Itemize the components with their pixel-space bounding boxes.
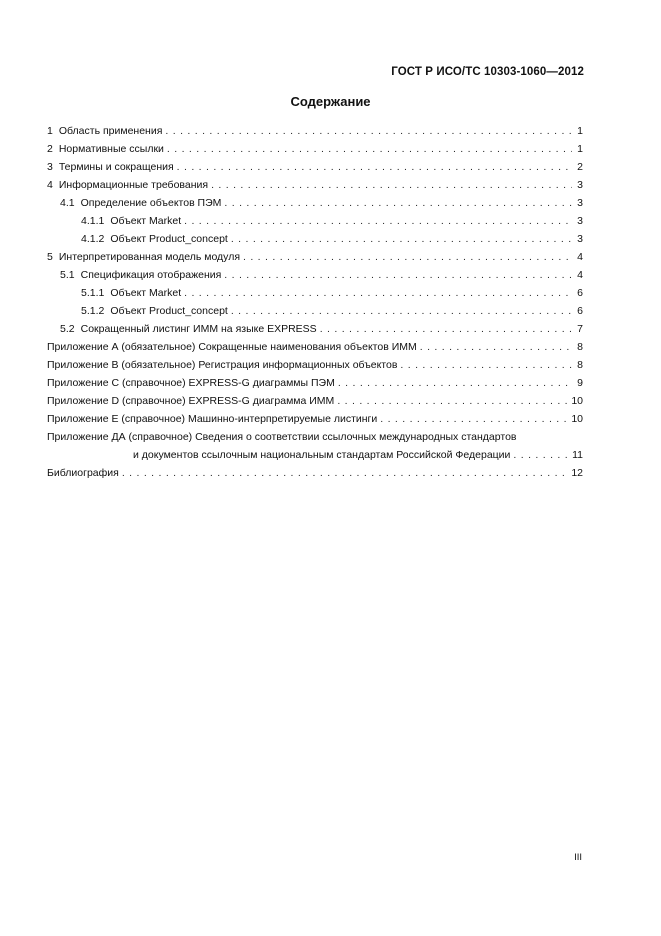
toc-entry-title: Приложение В (обязательное) Регистрация информационных объектов [47, 359, 398, 371]
toc-entry-appendix-a[interactable] [47, 338, 583, 356]
toc-entry-page: 10 [571, 395, 583, 407]
toc-entry-page: 11 [572, 449, 583, 461]
toc-entry-4[interactable] [47, 176, 583, 194]
toc-entry-page: 8 [577, 341, 583, 353]
toc-leader-dots [224, 194, 572, 212]
toc-leader-dots [400, 356, 572, 374]
toc-entry-title-continuation-row [47, 446, 583, 464]
toc-entry-5-1-2[interactable] [47, 302, 583, 320]
toc-entry-page: 6 [577, 305, 583, 317]
toc-leader-dots [513, 446, 569, 464]
toc-leader-dots [420, 338, 572, 356]
toc-entry-1[interactable] [47, 122, 583, 140]
toc-entry-title: Объект Market [110, 215, 182, 227]
toc-entry-5-2[interactable] [47, 320, 583, 338]
toc-entry-title: Объект Product_concept [110, 305, 228, 317]
toc-entry-number: 5.1.2 [81, 305, 105, 317]
toc-leader-dots [165, 122, 572, 140]
toc-entry-title-continuation: и документов ссылочным национальным стандартам Российской Федерации [133, 449, 511, 461]
table-of-contents [47, 122, 583, 482]
toc-entry-title: Термины и сокращения [58, 161, 174, 173]
toc-entry-appendix-da[interactable] [47, 428, 583, 464]
toc-entry-4-1-1[interactable] [47, 212, 583, 230]
toc-entry-2[interactable] [47, 140, 583, 158]
toc-entry-page: 1 [577, 125, 583, 137]
toc-entry-page: 4 [577, 269, 583, 281]
toc-entry-bibliography[interactable] [47, 464, 583, 482]
toc-entry-title: Приложение А (обязательное) Сокращенные наименования объектов ИММ [47, 341, 417, 353]
toc-entry-title: Объект Market [110, 287, 182, 299]
toc-entry-number: 3 [47, 161, 53, 173]
toc-leader-dots [380, 410, 568, 428]
toc-entry-page: 6 [577, 287, 583, 299]
toc-entry-number: 4.1.2 [81, 233, 105, 245]
toc-entry-title: Приложение Е (справочное) Машинно-интерпретируемые листинги [47, 413, 378, 425]
toc-entry-title: Библиография [47, 467, 119, 479]
toc-entry-title: Определение объектов ПЭМ [80, 197, 222, 209]
toc-entry-number: 4 [47, 179, 53, 191]
toc-leader-dots [177, 158, 572, 176]
toc-entry-title: Приложение D (справочное) EXPRESS-G диаграмма ИММ [47, 395, 335, 407]
toc-entry-page: 3 [577, 197, 583, 209]
toc-entry-page: 8 [577, 359, 583, 371]
toc-leader-dots [243, 248, 572, 266]
toc-entry-number: 2 [47, 143, 53, 155]
toc-entry-title: Спецификация отображения [80, 269, 222, 281]
toc-entry-page: 12 [571, 467, 583, 479]
toc-leader-dots [184, 284, 572, 302]
toc-entry-5-1[interactable] [47, 266, 583, 284]
toc-entry-4-1[interactable] [47, 194, 583, 212]
toc-entry-number: 4.1 [60, 197, 75, 209]
toc-leader-dots [184, 212, 572, 230]
page-number: III [574, 852, 582, 863]
toc-entry-page: 4 [577, 251, 583, 263]
toc-entry-appendix-c[interactable] [47, 374, 583, 392]
toc-leader-dots [167, 140, 572, 158]
toc-entry-title: Информационные требования [58, 179, 209, 191]
toc-entry-page: 3 [577, 215, 583, 227]
toc-leader-dots [231, 230, 572, 248]
toc-entry-number: 5.1.1 [81, 287, 105, 299]
toc-entry-number: 1 [47, 125, 53, 137]
toc-leader-dots [338, 374, 572, 392]
toc-entry-page: 7 [577, 323, 583, 335]
toc-leader-dots [211, 176, 572, 194]
toc-leader-dots [337, 392, 568, 410]
toc-entry-appendix-d[interactable] [47, 392, 583, 410]
toc-leader-dots [122, 464, 568, 482]
toc-entry-title: Приложение С (справочное) EXPRESS-G диаграммы ПЭМ [47, 377, 335, 389]
toc-entry-title: Область применения [58, 125, 163, 137]
page-title: Содержание [290, 94, 371, 109]
toc-leader-dots [231, 302, 572, 320]
toc-leader-dots [224, 266, 572, 284]
toc-entry-3[interactable] [47, 158, 583, 176]
toc-leader-dots [320, 320, 572, 338]
toc-entry-4-1-2[interactable] [47, 230, 583, 248]
toc-entry-title: Сокращенный листинг ИММ на языке EXPRESS [80, 323, 317, 335]
toc-entry-number: 4.1.1 [81, 215, 105, 227]
toc-entry-number: 5.2 [60, 323, 75, 335]
toc-entry-page: 10 [571, 413, 583, 425]
toc-entry-title: Интерпретированная модель модуля [58, 251, 241, 263]
toc-entry-5-1-1[interactable] [47, 284, 583, 302]
toc-entry-title: Приложение ДА (справочное) Сведения о соответствии ссылочных международных стандартов [47, 431, 517, 443]
toc-entry-number: 5.1 [60, 269, 75, 281]
toc-entry-page: 1 [577, 143, 583, 155]
toc-entry-number: 5 [47, 251, 53, 263]
toc-entry-appendix-e[interactable] [47, 410, 583, 428]
toc-entry-page: 9 [577, 377, 583, 389]
toc-entry-title: Объект Product_concept [110, 233, 228, 245]
toc-entry-title: Нормативные ссылки [58, 143, 164, 155]
toc-entry-page: 3 [577, 179, 583, 191]
toc-entry-page: 2 [577, 161, 583, 173]
document-code: ГОСТ Р ИСО/ТС 10303-1060—2012 [391, 66, 584, 78]
toc-entry-5[interactable] [47, 248, 583, 266]
toc-entry-page: 3 [577, 233, 583, 245]
toc-entry-appendix-b[interactable] [47, 356, 583, 374]
